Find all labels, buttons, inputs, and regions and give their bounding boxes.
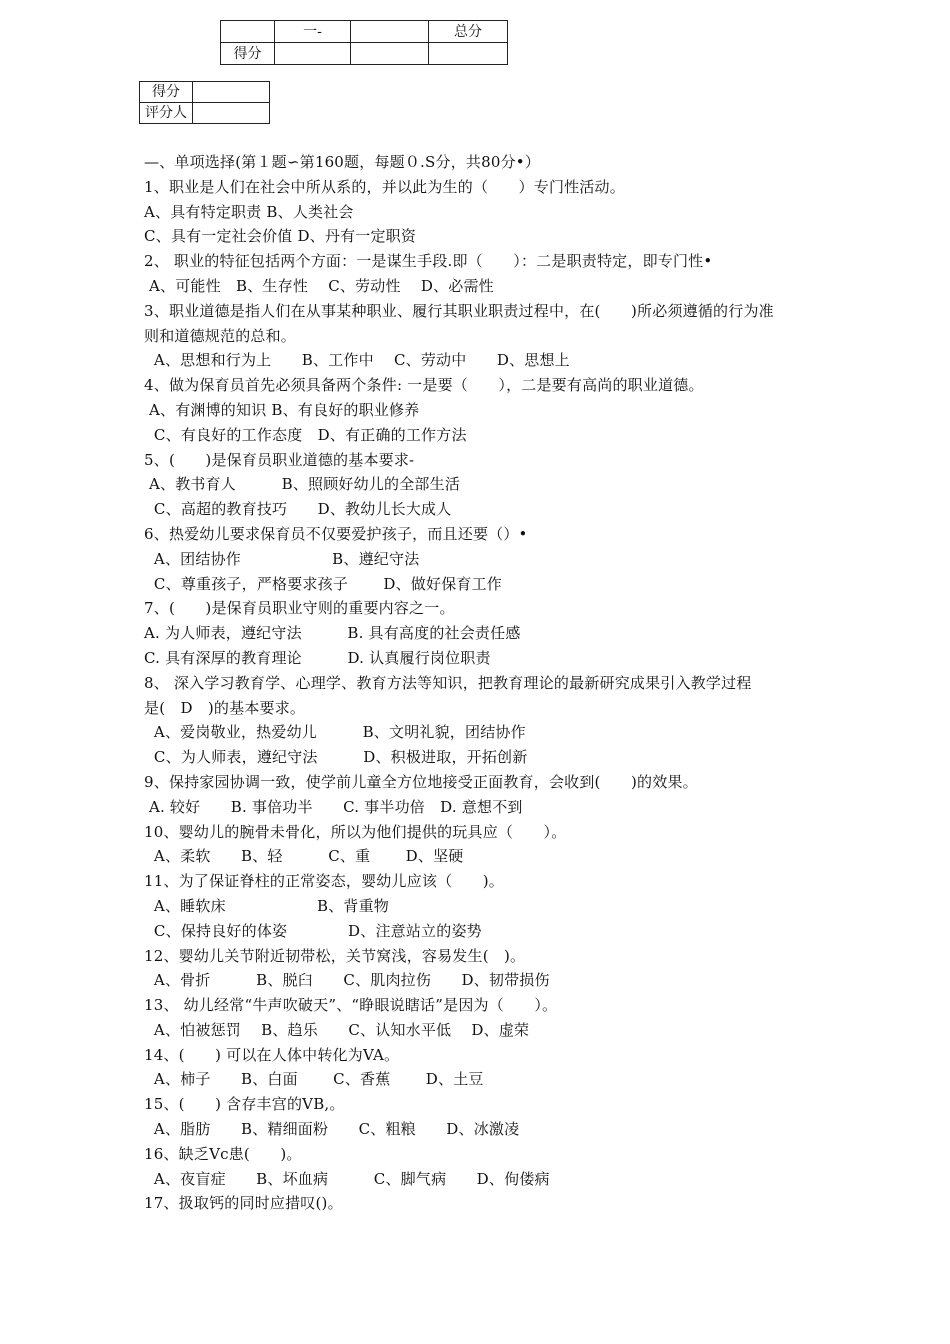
score-row-cell: [429, 43, 508, 65]
score-header-cell: [351, 21, 429, 43]
question-options: A、骨折 B、脱臼 C、肌肉拉伤 D、韧带损伤: [144, 971, 550, 990]
question-options: A. 较好 B. 事倍功半 C. 事半功倍 D. 意想不到: [144, 797, 523, 816]
question-options: A、团结协作 B、遵纪守法: [144, 549, 420, 568]
question-stem: 17、扱取钙的同时应措叹()。: [144, 1194, 343, 1213]
grader-table-label: 得分: [140, 82, 193, 103]
question-stem: 3、职业道德是指人们在从事某种职业、履行其职业职责过程中，在( )所必须遵循的行为准: [144, 301, 774, 320]
question-stem: 是( D )的基本要求。: [144, 698, 306, 717]
question-stem: 12、婴幼儿关节附近韧带松，关节窝浅，容易发生( )。: [144, 946, 526, 965]
question-options: A、柔软 B、轻 C、重 D、坚硬: [144, 847, 464, 866]
grader-table: [139, 81, 270, 124]
question-options: A、脂肪 B、精细面粉 C、粗粮 D、冰激凌: [144, 1120, 520, 1139]
question-stem: 13、 幼儿经常“牛声吹破天”、“睁眼说瞎话”是因为（ ）。: [144, 996, 558, 1015]
question-stem: 15、( ) 含存丰宫的VB,。: [144, 1095, 345, 1114]
question-stem: 2、 职业的特征包括两个方面：一是谋生手段.即（ ）：二是职责特定，即专门性•: [144, 252, 713, 271]
question-options: A、具有特定职责 B、人类社会: [144, 202, 354, 221]
question-options: A. 为人师表，遵纪守法 B. 具有高度的社会责任感: [144, 624, 521, 643]
question-stem: 则和道德规范的总和。: [144, 326, 297, 345]
question-options: A、睡软床 B、背重物: [144, 896, 389, 915]
grader-table-cell: [193, 103, 270, 124]
question-options: A、柿子 B、白面 C、香蕉 D、土豆: [144, 1070, 484, 1089]
question-stem: 7、( )是保育员职业守则的重要内容之一。: [144, 599, 455, 618]
question-stem: 16、缺乏Vc患( )。: [144, 1144, 302, 1163]
question-options: C. 具有深厚的教育理论 D. 认真履行岗位职责: [144, 648, 491, 667]
question-list: [144, 150, 824, 1216]
question-stem: 1、职业是人们在社会中所从系的，并以此为生的（ ）专门性活动。: [144, 177, 625, 196]
question-options: A、教书育人 B、照顾好幼儿的全部生活: [144, 475, 461, 494]
question-stem: 11、为了保证脊柱的正常姿态，婴幼儿应该（ )。: [144, 872, 504, 891]
question-options: C、高超的教育技巧 D、教幼儿长大成人: [144, 500, 452, 519]
question-options: A、怕被惩罚 B、趋乐 C、认知水平低 D、虚荣: [144, 1020, 530, 1039]
question-options: A、思想和行为上 B、工作中 C、劳动中 D、思想上: [144, 351, 570, 370]
section-heading: —、单项选择(第１题∽第160题，每题０.S分，共80分•）: [144, 153, 541, 171]
grader-table-row: [140, 103, 270, 124]
question-options: A、有渊博的知识 B、有良好的职业修养: [144, 400, 420, 419]
question-options: C、具有一定社会价值 D、丹有一定职资: [144, 227, 417, 246]
question-stem: 10、婴幼儿的腕骨未骨化，所以为他们提供的玩具应（ ）。: [144, 822, 567, 841]
question-stem: 8、 深入学习教育学、心理学、教育方法等知识，把教育理论的最新研究成果引入教学过程: [144, 673, 752, 692]
question-options: C、保持良好的体姿 D、注意站立的姿势: [144, 921, 482, 940]
score-table-header-row: [221, 21, 508, 43]
score-table-score-row: [221, 43, 508, 65]
score-row-cell: [351, 43, 429, 65]
question-options: C、为人师表，遵纪守法 D、积极进取，开拓创新: [144, 748, 528, 767]
question-options: A、夜盲症 B、坏血病 C、脚气病 D、佝偻病: [144, 1169, 550, 1188]
question-options: A、可能性 B、生存性 C、劳动性 D、必需性: [144, 276, 494, 295]
grader-table-row: [140, 82, 270, 103]
score-row-label: 得分: [221, 43, 275, 65]
grader-table-label: 评分人: [140, 103, 193, 124]
question-options: C、有良好的工作态度 D、有正确的工作方法: [144, 425, 467, 444]
score-table: [220, 20, 508, 65]
question-options: A、爱岗敬业，热爱幼儿 B、文明礼貌，团结协作: [144, 723, 526, 742]
question-stem: 9、保持家园协调一致，使学前儿童全方位地接受正面教育，会收到( )的效果。: [144, 772, 698, 791]
score-row-cell: [275, 43, 351, 65]
score-header-cell: [221, 21, 275, 43]
question-stem: 4、做为保育员首先必须具备两个条件: 一是要（ ），二是要有高尚的职业道德。: [144, 376, 704, 395]
grader-table-cell: [193, 82, 270, 103]
score-header-cell: 总分: [429, 21, 508, 43]
question-stem: 6、热爱幼儿要求保育员不仅要爱护孩子，而且还要（）•: [144, 524, 528, 543]
question-options: C、尊重孩子，严格要求孩子 D、做好保育工作: [144, 574, 503, 593]
question-stem: 14、( ) 可以在人体中转化为VA。: [144, 1045, 400, 1064]
score-header-cell: 一-: [275, 21, 351, 43]
question-stem: 5、( )是保育员职业道德的基本要求-: [144, 450, 415, 469]
